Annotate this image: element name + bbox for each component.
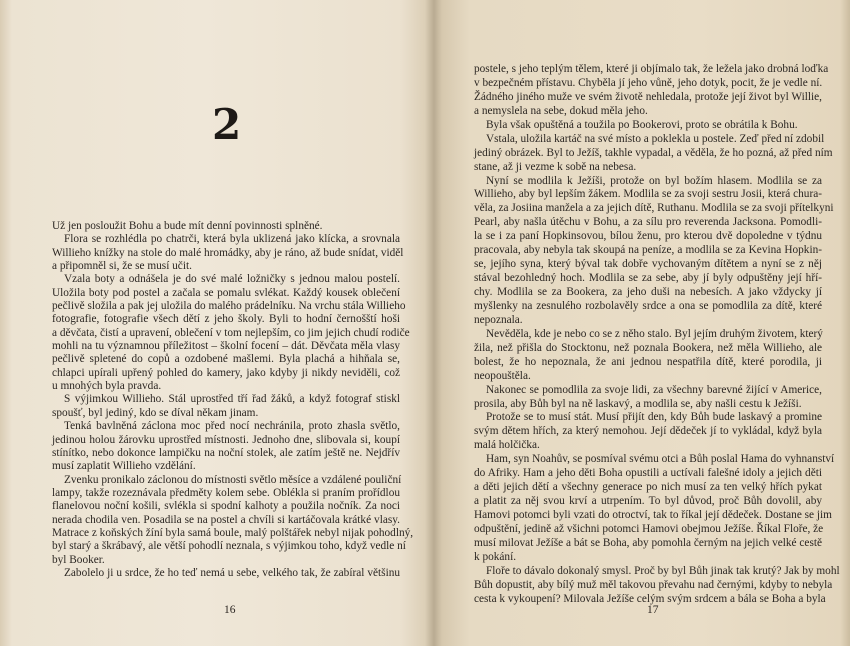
page-number-right: 17	[647, 604, 659, 616]
text-line: žila, než přišla do Stocktonu, než poznala Bookera, než měla Willieho, ale	[474, 341, 822, 354]
text-line: a děvčata, čistí a upravení, oblečení v tom nejlepším, co jim jejich chudí rodiče	[52, 326, 410, 339]
text-line: se, jejího syna, který býval tak dobře vychovaným dítětem a nyní se z něj	[474, 258, 822, 271]
paragraph	[52, 473, 414, 567]
text-line: v bezpečném přístavu. Chyběla jí jeho vůně, jeho dotyk, pocit, že je vedle ní.	[474, 76, 823, 89]
text-line: Matrace z koňských žíní byla samá boule, malý polštářek nebyl nijak pohodlný,	[52, 526, 414, 539]
text-line: Hamovi potomci byli vzati do otroctví, tak to říkal její dědeček. Dostane se jim	[474, 509, 832, 521]
text-line: pečlivě spletené do copů a ozdobené mašlemi. Byla plachá a hihňala se,	[52, 353, 400, 366]
text-line: lampy, takže rozeznávala předměty kolem sebe. Oblékla si praním prořídlou	[52, 486, 400, 499]
text-line: Zvenku pronikalo záclonou do místnosti světlo měsíce a vzdálené pouliční	[64, 473, 402, 486]
paragraph	[52, 567, 400, 580]
text-line: pracovala, aby nebyla tak skoupá na peníze, a modlila se za Kevina Hopkin-	[474, 244, 822, 257]
text-line: Nakonec se pomodlila za svoje lidi, za všechny barevné žijící v Americe,	[486, 383, 822, 396]
text-line: Ham, syn Noahův, se posmíval svému otci a Bůh poslal Hama do vyhnanství	[486, 453, 835, 466]
text-line: k pokání.	[474, 550, 517, 563]
text-line: Nevěděla, kde je nebo co se z něho stalo. Byl jejím druhým životem, který	[486, 327, 823, 340]
text-line: a platit za něj svou krví a utrpením. To byl důvod, proč Bůh dovolil, aby	[474, 495, 822, 508]
text-line: myšlenky na zesnulého rozbolavěly srdce a ona se pomodlila za dítě, které	[474, 299, 822, 312]
paragraph	[52, 420, 400, 473]
text-line: Vzala boty a odnášela je do své malé ložničky s jednou malou postelí.	[64, 273, 400, 286]
paragraph	[52, 220, 400, 233]
text-line: byl starý a škrábavý, ale větší pohodlí neznala, s výjimkou toho, když vedle ní	[52, 540, 406, 553]
text-line: chy. Modlila se za Bookera, za jeho duši na nebesích. A jako vždycky jí	[474, 286, 822, 298]
text-line: a nemyslela na sebe, dokud měla jeho.	[474, 104, 648, 117]
text-line: stane, až ji vezme k sobě na nebesa.	[474, 160, 637, 173]
text-line: bolest, že ho nepoznala, že ani jednou nespatřila dítě, které porodila, ji	[474, 355, 822, 368]
text-line: flanelovou noční košili, svlékla si spodní kalhoty a použila nočník. Za noci	[52, 500, 400, 513]
text-line: neopouštěla.	[474, 369, 531, 382]
text-line: Floře to dávalo dokonalý smysl. Proč by byl Bůh jinak tak krutý? Jak by mohl	[486, 564, 840, 577]
paragraph	[474, 132, 833, 175]
paragraph	[474, 453, 835, 565]
paragraph	[52, 233, 404, 273]
text-line: fotografie, fotografie všech dětí z jeho školy. Byli to hodní černošští hoši	[52, 313, 400, 326]
chapter-number: 2	[212, 100, 242, 149]
text-line: Flora se rozhlédla po chatrči, která byla uklizená jako klícka, a srovnala	[64, 233, 400, 246]
text-line: cesta k vykoupení? Milovala Ježíše celým svým srdcem a bála se Boha a byla	[474, 592, 826, 605]
text-line: nerada chodila ven. Posadila se na postel a chvíli si kartáčovala krátké vlasy.	[52, 513, 400, 526]
text-line: Protože se to musí stát. Musí přijít den, kdy Bůh bude laskavý a promine	[486, 411, 822, 424]
paragraph	[474, 384, 822, 412]
text-line: S výjimkou Willieho. Stál uprostřed tří řad žáků, a když fotograf stiskl	[64, 393, 400, 406]
text-line: prosila, aby Bůh byl na ně laskavý, a modlila se, aby našli cestu k Ježíši.	[474, 397, 802, 410]
text-line: la se i za paní Hopkinsovou, bílou ženu, pro kterou dvě dopoledne v týdnu	[474, 230, 822, 243]
paragraph	[474, 63, 829, 119]
text-line: Willieho, aby byl lepším žákem. Modlila se za svoji sestru Josii, která chura-	[474, 188, 822, 201]
text-line: Pearl, aby našla útěchu v Bohu, a za sílu pro reverenda Jacksona. Pomodli-	[474, 216, 822, 229]
text-line: malá holčička.	[474, 439, 540, 452]
text-line: chlapci upírali upřený pohled do kamery, jako kdyby ji nikdy neviděli, což	[52, 366, 400, 379]
text-line: jedinou holou žárovku uprostřed místnosti. Jednoho dne, slibovala si, koupí	[52, 433, 400, 446]
text-line: Žádného jiného muže ve svém životě nehledala, protože její život byl Willie,	[474, 90, 822, 103]
text-line: spoušť, byl jediný, kdo se díval někam jinam.	[52, 406, 259, 419]
text-line: stínítko, nebo dokonce lampičku na noční stolek, ale zatím ještě ne. Nejdřív	[52, 446, 400, 459]
paragraph	[474, 564, 840, 607]
text-line: musí zaplatit Willieho vzdělání.	[52, 460, 196, 473]
text-line: byl Booker.	[52, 553, 105, 566]
paragraph	[52, 273, 410, 393]
right-page-text	[474, 63, 840, 607]
text-line: Vstala, uložila kartáč na své místo a poklekla u postele. Zeď před ní zdobil	[486, 132, 825, 145]
text-line: jediný obrázek. Byl to Ježíš, takhle vypadal, a věděla, že ho pozná, až před ním	[474, 146, 833, 159]
text-line: Už jen posloužit Bohu a bude mít denní povinnosti splněné.	[52, 220, 323, 232]
text-line: do Afriky. Ham a jeho děti Boha opustili a uctívali falešné idoly a jejich děti	[474, 467, 822, 480]
text-line: Uložila boty pod postel a začala se pomalu svlékat. Každý kousek oblečení	[52, 286, 400, 299]
text-line: pečlivě složila a pak jej uložila do malého prádelníku. Na vrchu stála Willieho	[52, 300, 406, 313]
text-line: postele, s jeho teplým tělem, které ji objímalo tak, že ležela jako drobná loďka	[474, 63, 829, 75]
paragraph	[474, 328, 822, 384]
paragraph	[474, 411, 822, 453]
text-line: mohli na tu významnou příležitost – školní focení – dát. Děvčata měla vlasy	[52, 340, 400, 353]
text-line: u mnohých byla pravda.	[52, 380, 162, 393]
text-line: Tenká bavlněná záclona moc před nocí nechránila, proto zhasla světlo,	[64, 420, 400, 433]
text-line: Bůh dopustit, aby bílý muž měl takovou převahu nad černými, kdyby to nebyla	[474, 578, 833, 591]
paragraph	[52, 393, 400, 420]
left-page-text	[52, 220, 414, 580]
text-line: musí milovat Ježíše a bát se Boha, aby pomohla černým na jejich velké cestě	[474, 536, 822, 549]
text-line: Nyní se modlila k Ježíši, protože on byl božím hlasem. Modlila se za	[486, 174, 822, 187]
text-line: Byla však opuštěná a toužila po Bookerovi, proto se obrátila k Bohu.	[486, 118, 798, 131]
text-line: stával bezohledný hoch. Modlila se za sebe, aby jí byly odpuštěny její hří-	[474, 272, 822, 285]
text-line: odpuštění, jedině až všichni potomci Hamovi obejmou Ježíše. Říkal Floře, že	[474, 522, 824, 535]
text-line: a děti jejich dětí a všechny generace po nich musí za ten velký hřích pykat	[474, 481, 822, 494]
text-line: nepoznala.	[474, 313, 523, 326]
paragraph	[474, 174, 834, 328]
text-line: svým dětem hřích, za který nemohou. Její dědeček jí to vykládal, když byla	[474, 425, 822, 438]
text-line: věla, za Josiina manžela a za jejich dítě, Ruthanu. Modlila se za svoji přítelkyni	[474, 202, 834, 215]
text-line: a připomněl si, že se musí učit.	[52, 260, 192, 273]
text-line: Willieho knížky na stole do malé hromádky, aby je ráno, až bude snídat, viděl	[52, 246, 404, 259]
paragraph	[474, 119, 822, 133]
page-number-left: 16	[224, 604, 236, 616]
text-line: Zabolelo ji u srdce, že ho teď nemá u sebe, velkého tak, že zabíral většinu	[64, 566, 400, 579]
